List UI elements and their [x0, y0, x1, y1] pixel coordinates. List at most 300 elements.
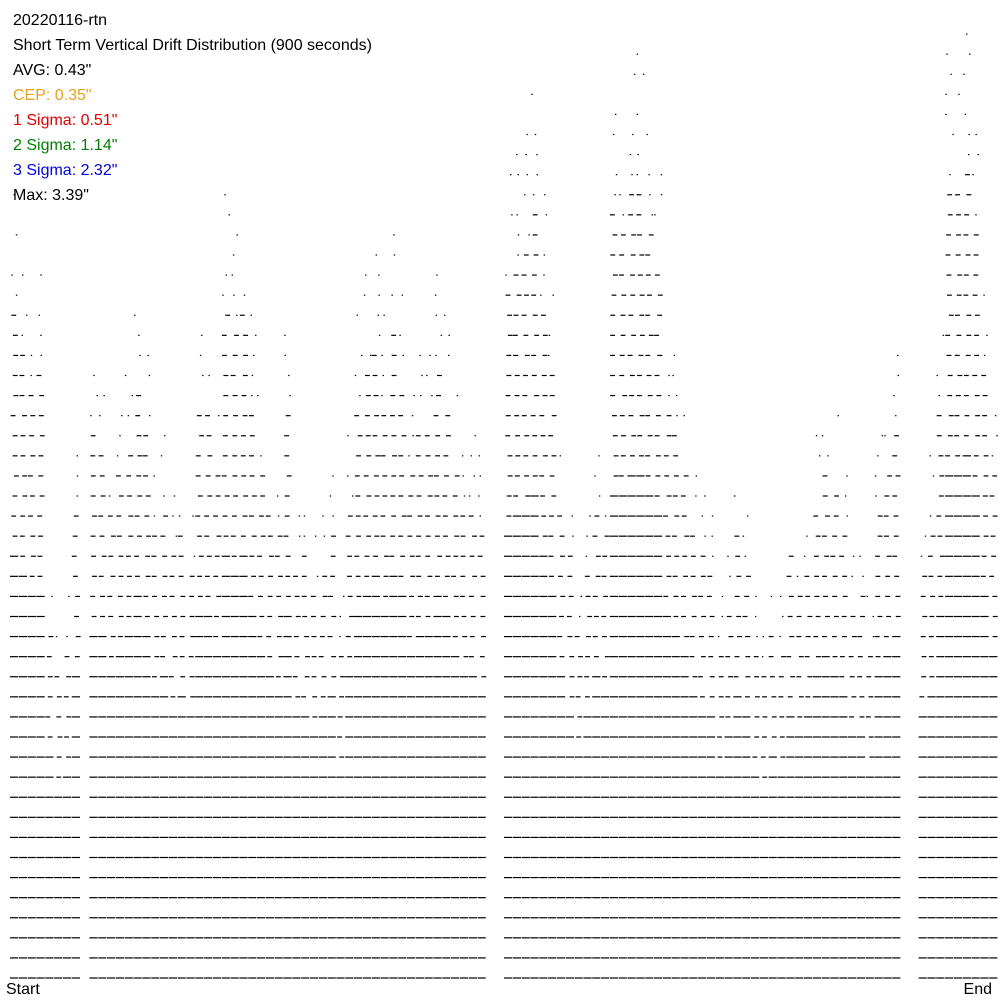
drift-mark: [295, 696, 300, 697]
drift-mark: [927, 917, 935, 918]
drift-mark: [672, 937, 680, 938]
drift-mark: [391, 435, 396, 436]
drift-mark: [892, 455, 897, 456]
drift-mark: [984, 475, 989, 476]
drift-mark: [689, 977, 697, 978]
drift-mark: [143, 435, 148, 436]
drift-mark: [356, 536, 361, 537]
drift-mark: [451, 857, 459, 858]
drift-mark: [436, 274, 437, 275]
drift-mark: [619, 857, 627, 858]
drift-mark: [663, 676, 671, 677]
drift-mark: [442, 495, 447, 496]
drift-mark: [416, 536, 421, 537]
drift-mark: [213, 515, 218, 516]
drift-mark: [98, 736, 106, 737]
drift-mark: [453, 556, 458, 557]
drift-mark: [213, 877, 221, 878]
drift-mark: [663, 596, 668, 597]
drift-mark: [919, 837, 927, 838]
drift-mark: [636, 536, 644, 537]
drift-mark: [875, 897, 883, 898]
drift-mark: [331, 536, 336, 537]
drift-mark: [402, 515, 407, 516]
drift-mark: [416, 576, 421, 577]
drift-mark: [19, 716, 27, 717]
drift-mark: [204, 716, 212, 717]
drift-mark: [233, 355, 238, 356]
drift-mark: [261, 536, 266, 537]
drift-mark: [664, 475, 669, 476]
drift-mark: [186, 716, 194, 717]
drift-mark: [389, 977, 397, 978]
drift-mark: [231, 957, 239, 958]
drift-mark: [508, 335, 513, 336]
drift-mark: [425, 897, 433, 898]
drift-mark: [566, 797, 574, 798]
drift-mark: [866, 676, 871, 677]
drift-mark: [875, 576, 880, 577]
drift-mark: [963, 475, 971, 476]
drift-mark: [310, 797, 318, 798]
drift-mark: [680, 676, 688, 677]
drift-mark: [398, 696, 406, 697]
drift-mark: [451, 576, 456, 577]
drift-mark: [339, 656, 344, 657]
drift-mark: [769, 877, 777, 878]
drift-mark: [208, 375, 209, 376]
drift-mark: [530, 917, 538, 918]
drift-mark: [760, 937, 768, 938]
drift-mark: [769, 937, 777, 938]
drift-mark: [567, 636, 572, 637]
drift-mark: [584, 676, 589, 677]
drift-mark: [223, 435, 228, 436]
drift-mark: [278, 576, 283, 577]
drift-mark: [389, 736, 397, 737]
drift-mark: [460, 716, 468, 717]
drift-mark: [190, 696, 195, 697]
drift-mark: [398, 797, 406, 798]
drift-mark: [126, 475, 131, 476]
drift-mark: [266, 797, 274, 798]
drift-mark: [251, 576, 256, 577]
drift-mark: [974, 234, 979, 235]
drift-mark: [927, 716, 935, 717]
drift-mark: [652, 214, 653, 215]
drift-mark: [389, 897, 397, 898]
drift-mark: [45, 837, 53, 838]
drift-mark: [543, 335, 548, 336]
drift-mark: [522, 395, 527, 396]
drift-mark: [373, 556, 378, 557]
drift-mark: [804, 756, 812, 757]
drift-mark: [126, 596, 131, 597]
drift-mark: [645, 636, 653, 637]
drift-mark: [860, 716, 865, 717]
drift-mark: [945, 335, 950, 336]
drift-mark: [610, 877, 618, 878]
drift-mark: [381, 616, 389, 617]
drift-mark: [372, 957, 380, 958]
drift-mark: [178, 756, 186, 757]
drift-mark: [409, 616, 414, 617]
drift-mark: [389, 636, 397, 637]
drift-mark: [813, 897, 821, 898]
drift-mark: [663, 897, 671, 898]
drift-mark: [398, 817, 406, 818]
drift-mark: [548, 536, 553, 537]
drift-mark: [954, 857, 962, 858]
drift-mark: [192, 515, 193, 516]
drift-mark: [522, 837, 530, 838]
drift-mark: [948, 214, 953, 215]
drift-mark: [878, 515, 883, 516]
drift-mark: [381, 415, 386, 416]
drift-mark: [354, 817, 362, 818]
drift-mark: [654, 556, 662, 557]
drift-mark: [10, 696, 18, 697]
drift-mark: [897, 355, 898, 356]
drift-mark: [575, 756, 583, 757]
drift-mark: [16, 295, 17, 296]
drift-mark: [10, 636, 18, 637]
drift-mark: [578, 656, 583, 657]
drift-mark: [883, 897, 891, 898]
drift-mark: [248, 837, 256, 838]
drift-mark: [534, 395, 539, 396]
drift-mark: [968, 154, 969, 155]
drift-mark: [154, 616, 159, 617]
drift-mark: [969, 54, 970, 55]
drift-mark: [10, 556, 18, 557]
drift-mark: [36, 716, 44, 717]
drift-mark: [54, 897, 62, 898]
drift-mark: [292, 736, 300, 737]
drift-mark: [506, 395, 511, 396]
drift-mark: [549, 335, 550, 336]
drift-mark: [136, 475, 141, 476]
drift-mark: [839, 917, 847, 918]
drift-mark: [989, 696, 997, 697]
drift-mark: [319, 877, 327, 878]
drift-mark: [506, 355, 511, 356]
drift-mark: [566, 837, 574, 838]
drift-mark: [875, 596, 880, 597]
drift-mark: [712, 536, 713, 537]
drift-mark: [989, 797, 997, 798]
drift-mark: [594, 515, 599, 516]
drift-mark: [601, 736, 609, 737]
drift-mark: [73, 536, 78, 537]
drift-mark: [89, 656, 97, 657]
drift-mark: [213, 917, 221, 918]
drift-mark: [328, 897, 336, 898]
drift-mark: [381, 515, 386, 516]
drift-mark: [243, 495, 248, 496]
drift-mark: [20, 395, 25, 396]
drift-mark: [919, 957, 927, 958]
drift-mark: [733, 837, 741, 838]
drift-mark: [407, 736, 415, 737]
drift-mark: [814, 576, 819, 577]
drift-mark: [26, 315, 27, 316]
drift-mark: [733, 857, 741, 858]
drift-mark: [612, 295, 617, 296]
drift-mark: [839, 837, 847, 838]
drift-mark: [20, 355, 25, 356]
drift-mark: [954, 435, 959, 436]
drift-mark: [743, 536, 744, 537]
drift-mark: [760, 837, 768, 838]
drift-mark: [431, 395, 432, 396]
drift-mark: [637, 214, 642, 215]
drift-mark: [691, 556, 696, 557]
drift-mark: [398, 736, 406, 737]
drift-mark: [842, 576, 847, 577]
drift-mark: [164, 435, 165, 436]
drift-mark: [733, 716, 741, 717]
drift-mark: [673, 576, 678, 577]
drift-mark: [363, 877, 371, 878]
drift-mark: [530, 696, 538, 697]
drift-mark: [513, 716, 521, 717]
drift-mark: [30, 576, 35, 577]
drift-mark: [822, 435, 823, 436]
drift-mark: [241, 475, 246, 476]
drift-mark: [813, 837, 821, 838]
drift-mark: [416, 897, 424, 898]
drift-mark: [777, 817, 785, 818]
drift-mark: [963, 495, 971, 496]
drift-mark: [539, 937, 547, 938]
drift-mark: [548, 676, 556, 677]
drift-mark: [283, 696, 291, 697]
drift-mark: [522, 917, 530, 918]
drift-mark: [875, 636, 880, 637]
drift-mark: [13, 335, 18, 336]
drift-mark: [636, 937, 644, 938]
drift-mark: [40, 495, 45, 496]
drift-mark: [98, 897, 106, 898]
drift-mark: [195, 917, 203, 918]
drift-mark: [201, 335, 202, 336]
drift-mark: [610, 777, 618, 778]
drift-mark: [813, 696, 821, 697]
drift-mark: [125, 375, 126, 376]
drift-mark: [169, 857, 177, 858]
drift-mark: [358, 435, 363, 436]
drift-mark: [379, 335, 380, 336]
drift-mark: [639, 315, 644, 316]
drift-mark: [839, 756, 847, 757]
drift-mark: [663, 837, 671, 838]
drift-mark: [125, 877, 133, 878]
drift-mark: [292, 817, 300, 818]
drift-mark: [266, 676, 274, 677]
drift-mark: [170, 596, 175, 597]
drift-mark: [822, 977, 830, 978]
drift-mark: [539, 616, 547, 617]
drift-mark: [859, 556, 860, 557]
drift-mark: [151, 696, 159, 697]
drift-mark: [28, 475, 33, 476]
drift-mark: [179, 576, 184, 577]
drift-mark: [454, 596, 459, 597]
drift-mark: [667, 435, 672, 436]
drift-mark: [868, 696, 873, 697]
drift-mark: [31, 355, 32, 356]
drift-mark: [278, 515, 279, 516]
drift-mark: [777, 857, 785, 858]
drift-mark: [222, 937, 230, 938]
drift-mark: [40, 274, 41, 275]
drift-mark: [398, 857, 406, 858]
drift-mark: [522, 536, 530, 537]
drift-mark: [48, 696, 53, 697]
drift-mark: [453, 515, 458, 516]
drift-mark: [654, 817, 662, 818]
drift-mark: [963, 455, 971, 456]
drift-mark: [107, 777, 115, 778]
drift-mark: [374, 536, 379, 537]
drift-mark: [421, 375, 422, 376]
drift-mark: [345, 857, 353, 858]
drift-mark: [91, 475, 96, 476]
drift-mark: [442, 797, 450, 798]
drift-mark: [963, 797, 971, 798]
drift-mark: [319, 756, 327, 757]
drift-mark: [930, 455, 931, 456]
drift-mark: [310, 777, 318, 778]
drift-mark: [530, 977, 538, 978]
drift-mark: [786, 797, 794, 798]
drift-mark: [292, 837, 300, 838]
drift-mark: [478, 917, 486, 918]
drift-mark: [289, 395, 290, 396]
drift-mark: [533, 214, 538, 215]
drift-mark: [471, 455, 472, 456]
drift-mark: [328, 756, 336, 757]
drift-mark: [621, 435, 626, 436]
drift-mark: [30, 415, 35, 416]
drift-mark: [566, 736, 574, 737]
drift-mark: [418, 515, 423, 516]
drift-mark: [621, 234, 626, 235]
drift-mark: [806, 536, 807, 537]
drift-mark: [692, 616, 697, 617]
drift-mark: [628, 556, 636, 557]
drift-mark: [663, 817, 671, 818]
drift-mark: [602, 576, 607, 577]
drift-mark: [77, 495, 78, 496]
drift-mark: [134, 837, 142, 838]
drift-mark: [63, 897, 71, 898]
drift-mark: [804, 897, 812, 898]
drift-mark: [29, 395, 34, 396]
drift-mark: [725, 957, 733, 958]
drift-mark: [795, 797, 803, 798]
drift-mark: [451, 897, 459, 898]
drift-mark: [407, 917, 415, 918]
drift-mark: [857, 857, 865, 858]
drift-mark: [938, 596, 943, 597]
drift-mark: [372, 937, 380, 938]
drift-mark: [461, 616, 466, 617]
drift-mark: [107, 857, 115, 858]
drift-mark: [848, 897, 856, 898]
drift-mark: [777, 777, 785, 778]
drift-mark: [389, 756, 397, 757]
drift-mark: [90, 455, 95, 456]
drift-mark: [690, 636, 695, 637]
drift-mark: [973, 295, 978, 296]
drift-mark: [745, 676, 750, 677]
drift-mark: [239, 656, 247, 657]
drift-mark: [972, 515, 980, 516]
drift-mark: [160, 977, 168, 978]
drift-mark: [751, 877, 759, 878]
drift-mark: [461, 536, 466, 537]
drift-mark: [937, 415, 942, 416]
drift-mark: [646, 134, 647, 135]
drift-mark: [345, 937, 353, 938]
drift-mark: [539, 676, 547, 677]
drift-mark: [663, 917, 671, 918]
drift-mark: [442, 636, 450, 637]
drift-mark: [822, 857, 830, 858]
drift-mark: [45, 917, 53, 918]
drift-mark: [36, 616, 44, 617]
drift-mark: [972, 977, 980, 978]
drift-mark: [716, 797, 724, 798]
drift-mark: [169, 797, 177, 798]
drift-mark: [107, 756, 115, 757]
drift-mark: [38, 475, 43, 476]
drift-mark: [636, 837, 644, 838]
drift-mark: [248, 777, 256, 778]
drift-mark: [213, 656, 221, 657]
drift-mark: [804, 556, 805, 557]
drift-mark: [883, 877, 891, 878]
drift-mark: [480, 515, 481, 516]
drift-mark: [72, 736, 80, 737]
drift-mark: [530, 777, 538, 778]
drift-mark: [929, 576, 934, 577]
drift-mark: [398, 455, 403, 456]
drift-mark: [592, 676, 600, 677]
drift-mark: [89, 837, 97, 838]
drift-mark: [195, 616, 203, 617]
drift-mark: [528, 234, 529, 235]
drift-mark: [636, 716, 644, 717]
drift-mark: [725, 897, 733, 898]
drift-mark: [610, 395, 615, 396]
drift-mark: [40, 435, 45, 436]
drift-mark: [955, 415, 960, 416]
drift-mark: [805, 596, 810, 597]
drift-mark: [559, 616, 564, 617]
drift-mark: [514, 274, 519, 275]
drift-mark: [936, 977, 944, 978]
drift-mark: [857, 957, 865, 958]
drift-mark: [425, 736, 433, 737]
drift-mark: [981, 576, 986, 577]
drift-mark: [848, 756, 856, 757]
drift-mark: [816, 536, 821, 537]
drift-mark: [417, 495, 422, 496]
drift-mark: [445, 576, 450, 577]
